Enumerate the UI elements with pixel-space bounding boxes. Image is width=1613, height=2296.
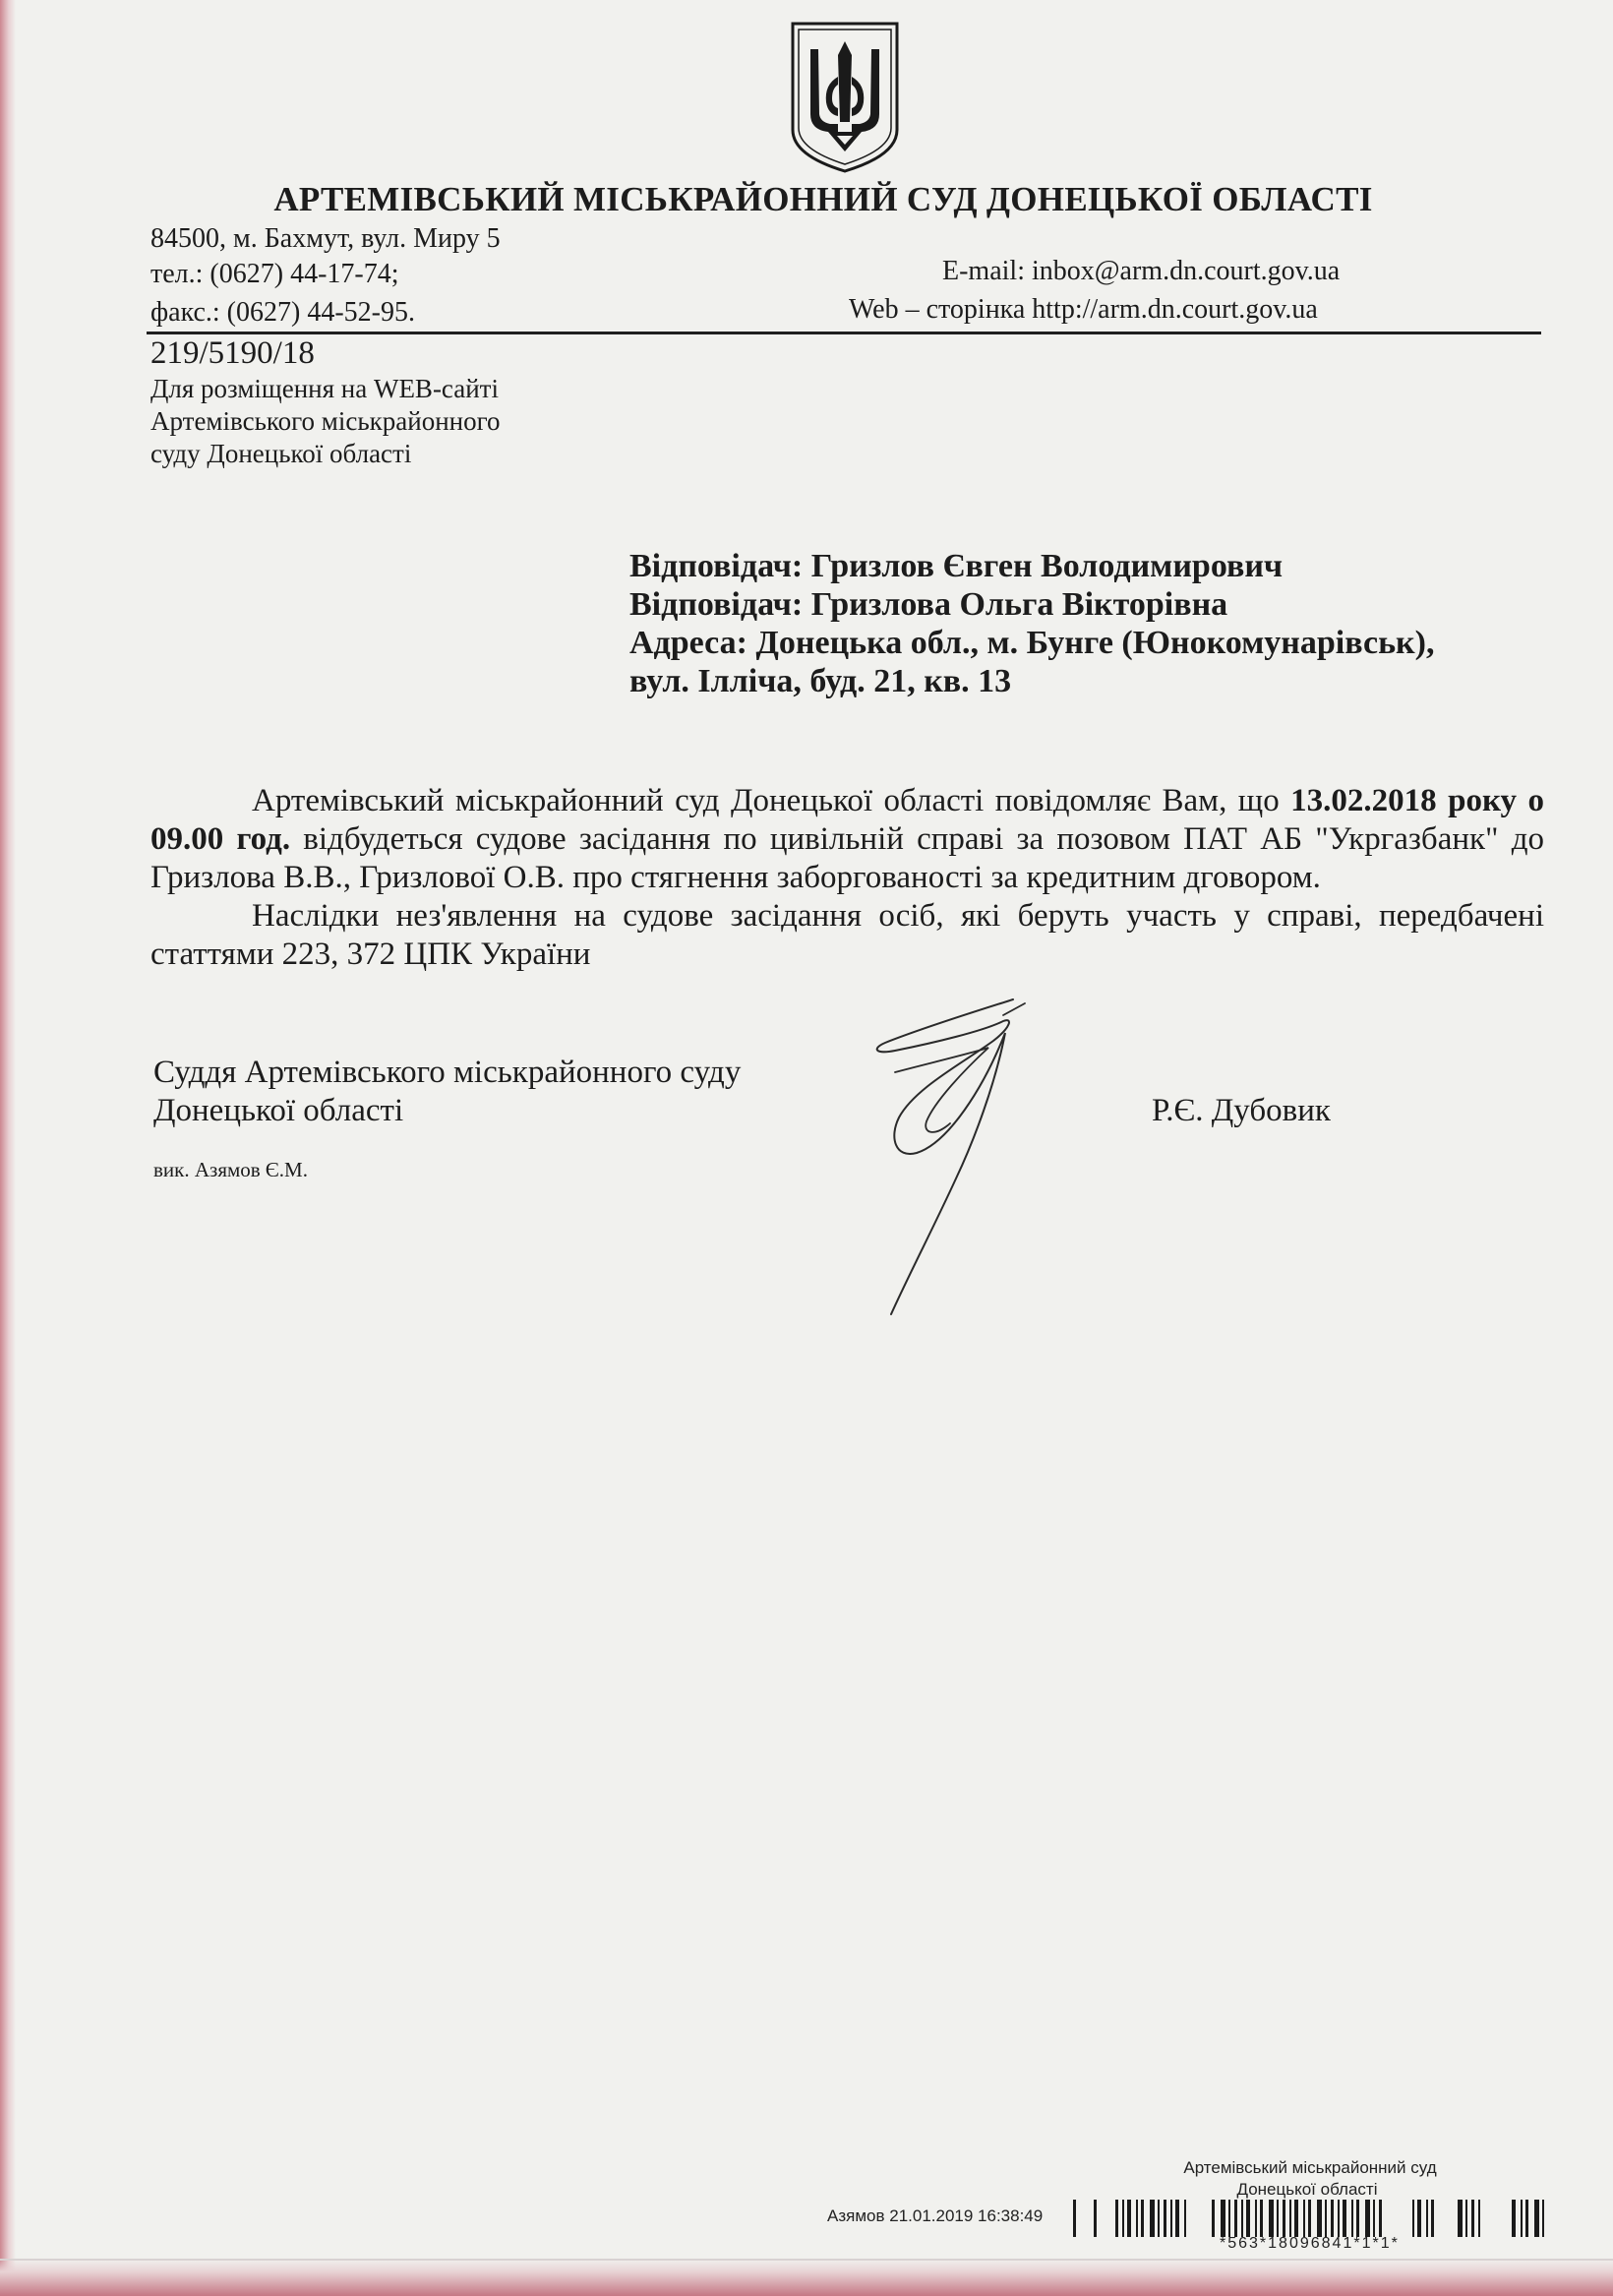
address-line-1: Адреса: Донецька обл., м. Бунге (Юнокомунарівськ), (629, 625, 1435, 661)
barcode-bar (1308, 2200, 1311, 2237)
barcode-bar (1325, 2200, 1327, 2237)
barcode-bar (1373, 2200, 1375, 2237)
barcode-bar (1458, 2200, 1463, 2237)
barcode-bar (1241, 2200, 1243, 2237)
barcode-bar (1379, 2200, 1382, 2237)
court-phone: тел.: (0627) 44-17-74; (150, 259, 399, 289)
barcode-bar (1175, 2200, 1179, 2237)
scan-edge-left (0, 0, 16, 2296)
case-number: 219/5190/18 (150, 335, 315, 371)
barcode-bar (1269, 2200, 1274, 2237)
notice-paragraph (150, 782, 1544, 897)
publication-note-line: суду Донецької області (150, 439, 412, 468)
barcode-bar (1115, 2200, 1118, 2237)
barcode-bar (1525, 2200, 1528, 2237)
barcode-bar (1212, 2200, 1215, 2237)
judge-position-line: Донецької області (153, 1093, 404, 1128)
barcode (1073, 2200, 1548, 2237)
scan-edge-bottom (0, 2259, 1613, 2296)
notice-body (150, 782, 1544, 974)
barcode-bar (1512, 2200, 1516, 2237)
barcode-bar (1122, 2200, 1124, 2237)
court-website: Web – сторінка http://arm.dn.court.gov.ua (849, 294, 1318, 325)
registrar-timestamp: Азямов 21.01.2019 16:38:49 (827, 2206, 1044, 2225)
barcode-bar (1303, 2200, 1305, 2237)
barcode-bar (1426, 2200, 1428, 2237)
barcode-bar (1221, 2200, 1225, 2237)
judge-name: Р.Є. Дубовик (1152, 1093, 1331, 1128)
barcode-bar (1431, 2200, 1434, 2237)
barcode-bar (1255, 2200, 1257, 2237)
letterhead-divider (147, 332, 1541, 334)
barcode-bar (1127, 2200, 1131, 2237)
barcode-bar (1141, 2200, 1144, 2237)
barcode-bar (1136, 2200, 1138, 2237)
publication-note-line: Для розміщення на WEB-сайті (150, 374, 499, 403)
barcode-bar (1170, 2200, 1172, 2237)
barcode-bar (1294, 2200, 1298, 2237)
barcode-bar (1228, 2200, 1230, 2237)
defendant-1: Відповідач: Гризлов Євген Володимирович (629, 548, 1284, 584)
barcode-bar (1343, 2200, 1346, 2237)
barcode-bar (1521, 2200, 1523, 2237)
barcode-bar (1094, 2200, 1097, 2237)
barcode-bar (1478, 2200, 1480, 2237)
barcode-bar (1465, 2200, 1467, 2237)
hearing-datetime: 13.02.2018 року о 09.00 год. (150, 783, 1544, 857)
barcode-bar (1542, 2200, 1544, 2237)
barcode-bar (1158, 2200, 1160, 2237)
publication-note (150, 373, 501, 470)
court-address: 84500, м. Бахмут, вул. Миру 5 (150, 223, 501, 254)
barcode-bar (1317, 2200, 1322, 2237)
address-line-2: вул. Ілліча, буд. 21, кв. 13 (629, 663, 1012, 699)
publication-note-line: Артемівського міськрайонного (150, 406, 501, 436)
barcode-bar (1260, 2200, 1263, 2237)
barcode-bar (1351, 2200, 1353, 2237)
court-fax: факс.: (0627) 44-52-95. (150, 297, 415, 328)
barcode-bar (1412, 2200, 1414, 2237)
consequences-paragraph: Наслідки нез'явлення на судове засідання осіб, які беруть участь у справі, передбачені статтями 223, 372 ЦПК України (150, 898, 1544, 972)
barcode-bar (1234, 2200, 1237, 2237)
judge-position (153, 1054, 741, 1130)
barcode-text: *563*18096841*1*1* (1220, 2235, 1400, 2252)
barcode-bar (1184, 2200, 1186, 2237)
barcode-bar (1150, 2200, 1155, 2237)
barcode-bar (1289, 2200, 1291, 2237)
notice-intro: Артемівський міськрайонний суд Донецької області повідомляє Вам, що (252, 783, 1291, 818)
barcode-bar (1246, 2200, 1250, 2237)
barcode-bar (1338, 2200, 1340, 2237)
handwritten-signature (866, 994, 1033, 1318)
barcode-bar (1164, 2200, 1166, 2237)
barcode-bar (1365, 2200, 1370, 2237)
barcode-bar (1417, 2200, 1421, 2237)
barcode-bar (1283, 2200, 1285, 2237)
court-email: E-mail: inbox@arm.dn.court.gov.ua (942, 256, 1341, 286)
barcode-bar (1331, 2200, 1334, 2237)
addressee-block (629, 547, 1434, 700)
barcode-bar (1534, 2200, 1539, 2237)
barcode-bar (1073, 2200, 1076, 2237)
barcode-bar (1356, 2200, 1359, 2237)
barcode-bar (1471, 2200, 1474, 2237)
stamp-court-line: Артемівський міськрайонний суд (1183, 2158, 1437, 2177)
trident-emblem-icon (789, 20, 901, 175)
court-name-title: АРТЕМІВСЬКИЙ МІСЬКРАЙОННИЙ СУД ДОНЕЦЬКОЇ ОБЛАСТІ (273, 180, 1373, 218)
notice-rest: відбудеться судове засідання по цивільній справі за позовом ПАТ АБ "Укргазбанк" до Гризлова В.В., Гризлової О.В. про стягнення заборгованості за кредитним дговором. (150, 821, 1545, 895)
defendant-2: Відповідач: Гризлова Ольга Вікторівна (629, 586, 1228, 623)
executor-note: вик. Азямов Є.М. (153, 1158, 308, 1181)
judge-position-line: Суддя Артемівського міськрайонного суду (153, 1055, 742, 1090)
stamp-court-line: Донецької області (1236, 2180, 1378, 2199)
barcode-bar (1277, 2200, 1279, 2237)
